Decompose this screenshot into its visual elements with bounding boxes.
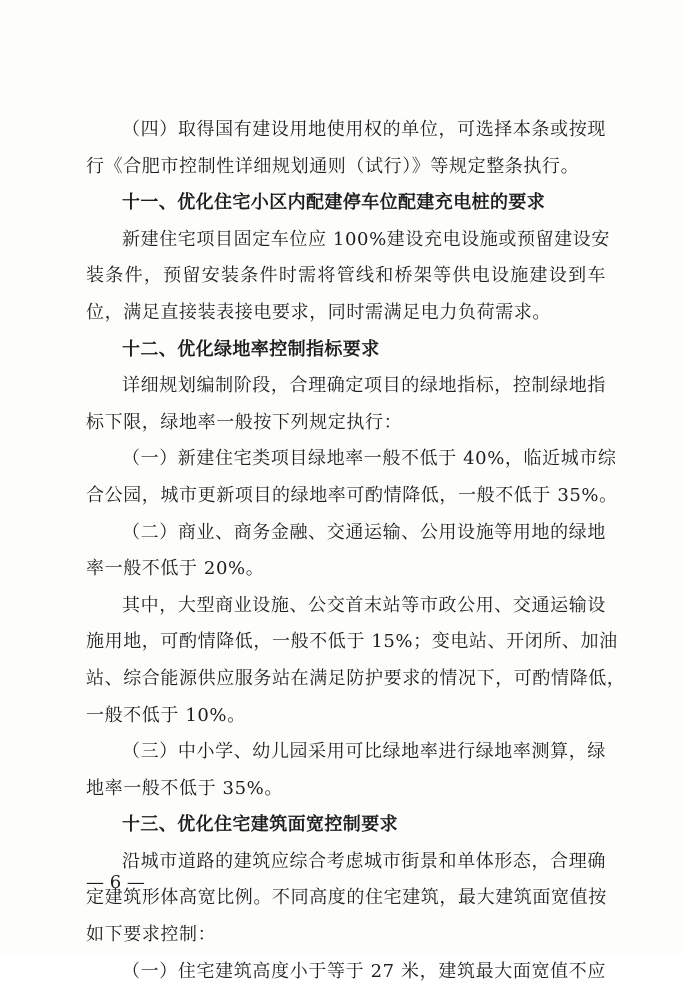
paragraph-line: 站、综合能源供应服务站在满足防护要求的情况下，可酌情降低， xyxy=(86,667,626,689)
document-body xyxy=(86,112,626,990)
paragraph-line: 装条件，预留安装条件时需将管线和桥架等供电设施建设到车 xyxy=(86,265,606,287)
section-heading: 十二、优化绿地率控制指标要求 xyxy=(122,338,380,360)
paragraph-line: （四）取得国有建设用地使用权的单位，可选择本条或按现 xyxy=(122,119,606,140)
paragraph-line: 详细规划编制阶段，合理确定项目的绿地指标，控制绿地指 xyxy=(122,375,606,397)
paragraph-line: （一）新建住宅类项目绿地率一般不低于 40%，临近城市综 xyxy=(122,448,617,470)
section-heading: 十三、优化住宅建筑面宽控制要求 xyxy=(122,814,398,836)
paragraph-line: 标下限，绿地率一般按下列规定执行： xyxy=(86,411,403,433)
paragraph-line: 一般不低于 10%。 xyxy=(86,704,246,726)
section-heading: 十一、优化住宅小区内配建停车位配建充电桩的要求 xyxy=(122,192,546,214)
paragraph-line: （二）商业、商务金融、交通运输、公用设施等用地的绿地 xyxy=(122,521,606,543)
paragraph-line: 新建住宅项目固定车位应 100%建设充电设施或预留建设安 xyxy=(122,228,610,250)
paragraph-line: 位，满足直接装表接电要求，同时需满足电力负荷需求。 xyxy=(86,301,551,323)
page-number: — 6 — xyxy=(86,872,145,893)
paragraph-line: 如下要求控制： xyxy=(86,924,217,946)
paragraph-line: 地率一般不低于 35%。 xyxy=(86,777,283,799)
paragraph-line: 施用地，可酌情降低，一般不低于 15%；变电站、开闭所、加油 xyxy=(86,631,618,653)
paragraph-line: （一）住宅建筑高度小于等于 27 米，建筑最大面宽值不应 xyxy=(122,960,606,982)
paragraph-line: （三）中小学、幼儿园采用可比绿地率进行绿地率测算，绿 xyxy=(122,741,606,763)
paragraph-line: 率一般不低于 20%。 xyxy=(86,558,265,580)
paragraph-line: 行《合肥市控制性详细规划通则（试行）》等规定整条执行。 xyxy=(86,155,580,177)
paragraph-line: 定建筑形体高宽比例。不同高度的住宅建筑，最大建筑面宽值按 xyxy=(86,887,607,909)
paragraph-line: 合公园，城市更新项目的绿地率可酌情降低，一般不低于 35%。 xyxy=(86,484,618,506)
paragraph-line: 其中，大型商业设施、公交首末站等市政公用、交通运输设 xyxy=(122,594,606,616)
paragraph-line: 沿城市道路的建筑应综合考虑城市街景和单体形态，合理确 xyxy=(122,850,606,872)
